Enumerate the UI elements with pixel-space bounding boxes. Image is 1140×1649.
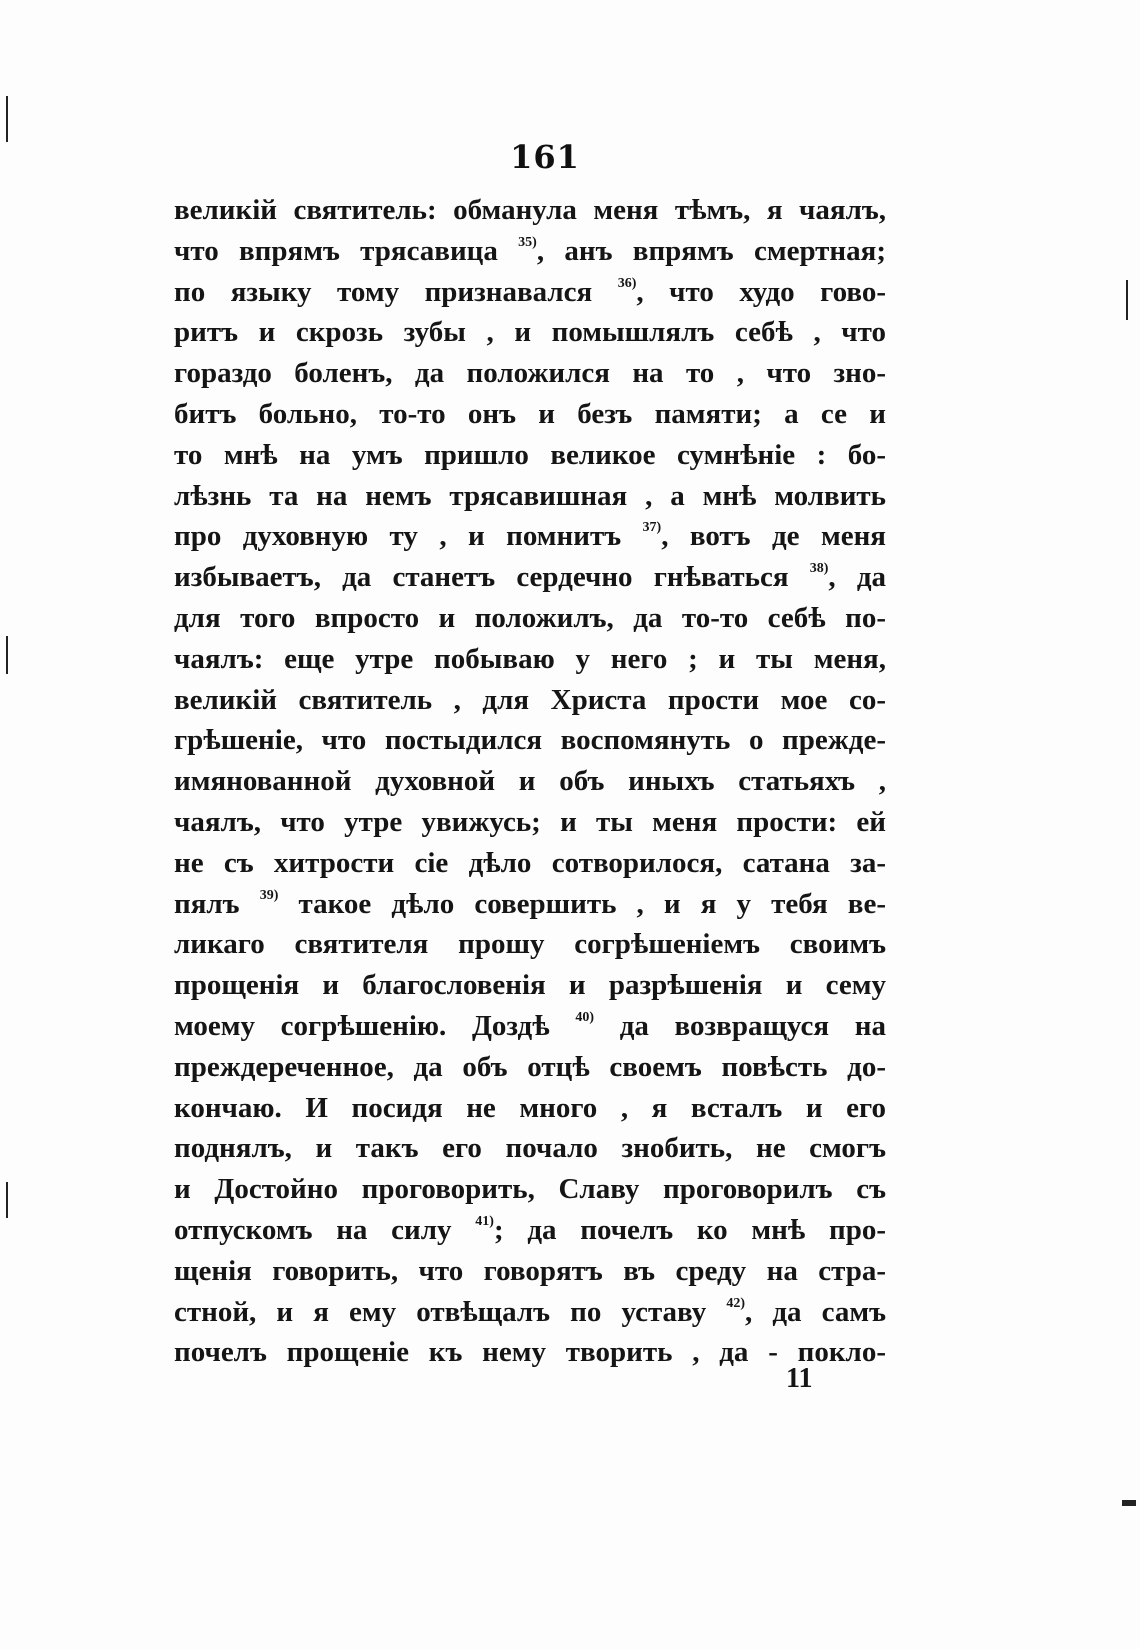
text-line: чаялъ, что утре увижусь; и ты меня прости: ей [174, 805, 886, 838]
text-line: великій святитель , для Христа прости мое со- [174, 683, 886, 716]
footnote-ref: 38) [809, 561, 829, 577]
text-line: стной, и я ему отвѣщалъ по уставу $^{42)}$, да самъ [174, 1295, 886, 1328]
scan-edge-mark [1122, 1500, 1136, 1506]
scan-edge-mark [6, 636, 8, 674]
text-line: гораздо боленъ, да положился на то , что зно- [174, 357, 886, 390]
text-line: моему согрѣшенію. Доздѣ $^{40)}$ да возвращуся на [174, 1009, 886, 1042]
text-line: прощенія и благословенія и разрѣшенія и сему [174, 969, 886, 1002]
footnote-ref: 40) [575, 1009, 594, 1025]
page-number: 161 [510, 138, 580, 176]
text-line: кончаю. И посидя не много , я всталъ и его [174, 1091, 886, 1124]
text-line: что впрямъ трясавица $^{35)}$, анъ впрямъ смертная; [174, 234, 886, 267]
footnote-ref: 41) [475, 1213, 494, 1229]
text-line: имянованной духовной и объ иныхъ статьяхъ , [174, 765, 886, 798]
text-line: лѣзнь та на немъ трясавишная , а мнѣ молвить [174, 479, 886, 512]
footnote-ref: 36) [617, 275, 637, 291]
text-line: для того впросто и положилъ, да то-то себѣ по- [174, 601, 886, 634]
text-line: по языку тому признавался $^{36)}$, что худо гово- [174, 275, 886, 308]
text-line: преждереченное, да объ отцѣ своемъ повѣсть до- [174, 1050, 886, 1083]
footnote-ref: 42) [726, 1295, 745, 1311]
text-line: поднялъ, и такъ его почало знобить, не смогъ [174, 1132, 886, 1165]
scan-edge-mark [6, 96, 8, 142]
footnote-ref: 39) [259, 887, 279, 903]
text-line: не съ хитрости сіе дѣло сотворилося, сатана за- [174, 846, 886, 879]
text-line: чаялъ: еще утре побываю у него ; и ты меня, [174, 642, 886, 675]
text-line: грѣшеніе, что постыдился воспомянуть о прежде- [174, 724, 886, 757]
text-line: ликаго святителя прошу согрѣшеніемъ своимъ [174, 928, 886, 961]
scan-edge-mark [6, 1182, 8, 1218]
text-line: щенія говорить, что говорятъ въ среду на стра- [174, 1254, 886, 1287]
text-line: и Достойно проговорить, Славу проговорилъ съ [174, 1173, 886, 1206]
text-line: избываетъ, да станетъ сердечно гнѣваться $^{38)}$, да [174, 561, 886, 594]
signature-mark: 11 [786, 1363, 813, 1394]
scan-edge-mark [1126, 280, 1128, 320]
body-text [174, 190, 886, 1373]
footnote-ref: 35) [518, 234, 537, 250]
text-line: пялъ $^{39)}$ такое дѣло совершить , и я у тебя ве- [174, 887, 886, 920]
text-line: почелъ прощеніе къ нему творить , да - покло- [174, 1336, 886, 1369]
text-line: ритъ и скрозь зубы , и помышлялъ себѣ , что [174, 316, 886, 349]
text-line: то мнѣ на умъ пришло великое сумнѣніе : бо- [174, 438, 886, 471]
text-line: битъ больно, то-то онъ и безъ памяти; а се и [174, 397, 886, 430]
text-line: про духовную ту , и помнитъ $^{37)}$, вотъ де меня [174, 520, 886, 553]
text-line: отпускомъ на силу $^{41)}$; да почелъ ко мнѣ про- [174, 1213, 886, 1246]
footnote-ref: 37) [642, 520, 662, 536]
text-line: великій святитель: обманула меня тѣмъ, я чаялъ, [174, 194, 886, 226]
